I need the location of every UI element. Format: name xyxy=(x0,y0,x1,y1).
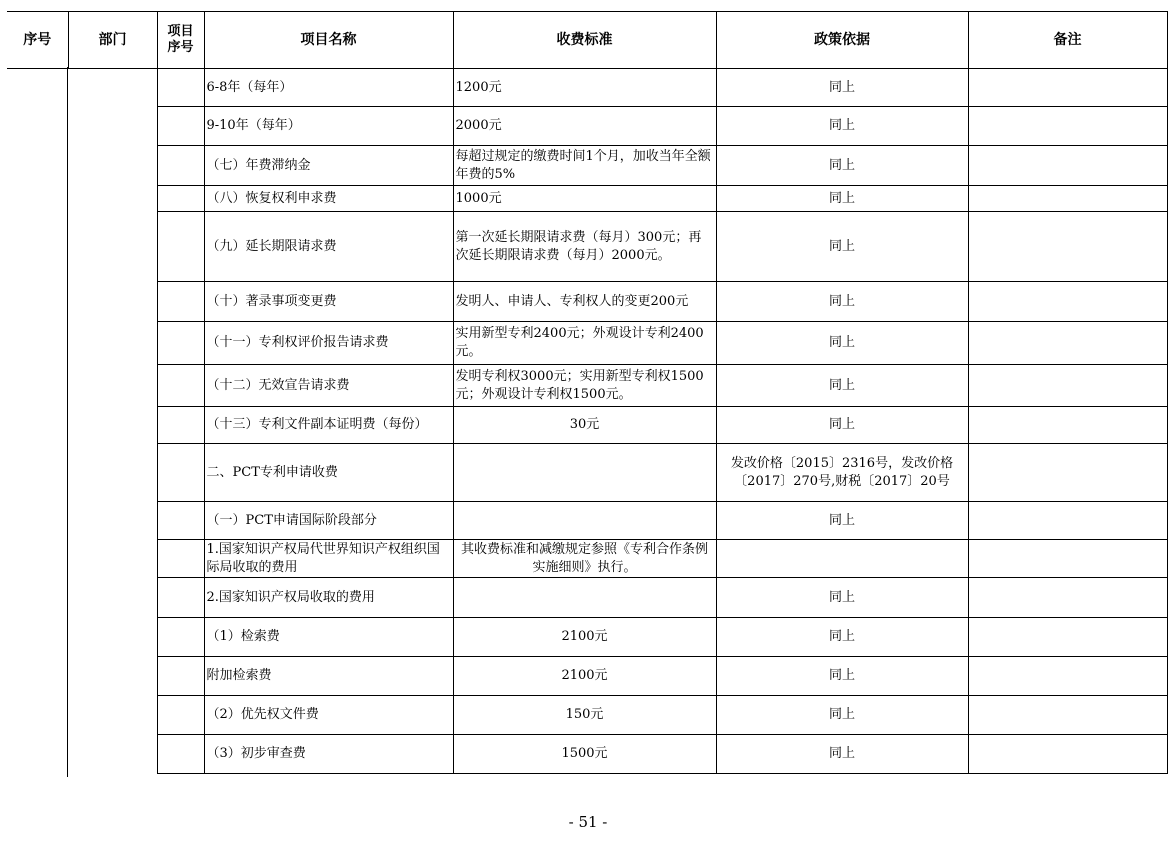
seq-cell xyxy=(7,146,68,186)
table-row xyxy=(7,69,1167,107)
item-seq-cell xyxy=(157,146,204,186)
department-cell xyxy=(68,540,157,578)
seq-cell xyxy=(7,735,68,774)
fee-standard-cell: 30元 xyxy=(453,407,716,444)
item-seq-cell xyxy=(157,578,204,618)
seq-cell xyxy=(7,107,68,146)
policy-basis-cell: 发改价格〔2015〕2316号，发改价格〔2017〕270号,财税〔2017〕20号 xyxy=(716,444,968,502)
department-cell xyxy=(68,282,157,322)
seq-cell xyxy=(7,444,68,502)
fee-standard-cell: 1000元 xyxy=(453,186,716,212)
department-cell xyxy=(68,578,157,618)
item-seq-cell xyxy=(157,186,204,212)
header-item-seq-line1: 项目 xyxy=(167,24,194,39)
item-seq-cell xyxy=(157,322,204,365)
department-cell xyxy=(68,618,157,657)
header-fee-standard: 收费标准 xyxy=(453,12,716,69)
department-cell xyxy=(68,322,157,365)
item-seq-cell xyxy=(157,365,204,407)
table-row xyxy=(7,502,1167,540)
fee-standard-cell: 其收费标准和减缴规定参照《专利合作条例实施细则》执行。 xyxy=(453,540,716,578)
item-name-cell: （八）恢复权利申求费 xyxy=(204,186,453,212)
table-row xyxy=(7,282,1167,322)
item-seq-cell xyxy=(157,282,204,322)
policy-basis-cell: 同上 xyxy=(716,282,968,322)
item-name-cell: （十一）专利权评价报告请求费 xyxy=(204,322,453,365)
remark-cell xyxy=(968,186,1167,212)
department-cell xyxy=(68,502,157,540)
seq-cell xyxy=(7,322,68,365)
fee-standard-cell xyxy=(453,578,716,618)
header-item-name: 项目名称 xyxy=(204,12,453,69)
table-row xyxy=(7,407,1167,444)
header-department: 部门 xyxy=(68,12,157,69)
table-row xyxy=(7,365,1167,407)
fee-standard-cell xyxy=(453,502,716,540)
fee-standard-cell xyxy=(453,444,716,502)
item-name-cell: （十）著录事项变更费 xyxy=(204,282,453,322)
department-cell xyxy=(68,365,157,407)
table-row xyxy=(7,657,1167,696)
remark-cell xyxy=(968,540,1167,578)
department-cell xyxy=(68,212,157,282)
table-row xyxy=(7,540,1167,578)
policy-basis-cell: 同上 xyxy=(716,618,968,657)
remark-cell xyxy=(968,735,1167,774)
department-cell xyxy=(68,444,157,502)
seq-cell xyxy=(7,365,68,407)
table-row xyxy=(7,146,1167,186)
item-name-cell: （3）初步审查费 xyxy=(204,735,453,774)
item-seq-cell xyxy=(157,407,204,444)
fee-standard-cell: 2100元 xyxy=(453,657,716,696)
item-seq-cell xyxy=(157,444,204,502)
policy-basis-cell: 同上 xyxy=(716,735,968,774)
policy-basis-cell xyxy=(716,540,968,578)
department-cell xyxy=(68,696,157,735)
item-name-cell: 6-8年（每年） xyxy=(204,69,453,107)
header-item-seq-line2: 序号 xyxy=(167,40,194,55)
seq-cell xyxy=(7,212,68,282)
table-row xyxy=(7,444,1167,502)
fee-standard-cell: 150元 xyxy=(453,696,716,735)
item-seq-cell xyxy=(157,540,204,578)
item-seq-cell xyxy=(157,735,204,774)
policy-basis-cell: 同上 xyxy=(716,578,968,618)
remark-cell xyxy=(968,407,1167,444)
item-seq-cell xyxy=(157,657,204,696)
table-row xyxy=(7,618,1167,657)
table-body xyxy=(7,69,1167,774)
policy-basis-cell: 同上 xyxy=(716,212,968,282)
remark-cell xyxy=(968,618,1167,657)
fee-standard-cell: 1500元 xyxy=(453,735,716,774)
item-seq-cell xyxy=(157,696,204,735)
fee-standard-cell: 第一次延长期限请求费（每月）300元；再次延长期限请求费（每月）2000元。 xyxy=(453,212,716,282)
seq-cell xyxy=(7,657,68,696)
fee-standard-cell: 2100元 xyxy=(453,618,716,657)
item-seq-cell xyxy=(157,69,204,107)
item-name-cell: （十二）无效宣告请求费 xyxy=(204,365,453,407)
item-name-cell: 附加检索费 xyxy=(204,657,453,696)
table-header-row xyxy=(7,12,1167,69)
item-name-cell: 1.国家知识产权局代世界知识产权组织国际局收取的费用 xyxy=(204,540,453,578)
item-name-cell: （一）PCT申请国际阶段部分 xyxy=(204,502,453,540)
remark-cell xyxy=(968,282,1167,322)
fee-standard-cell: 实用新型专利2400元；外观设计专利2400元。 xyxy=(453,322,716,365)
policy-basis-cell: 同上 xyxy=(716,107,968,146)
fee-standard-cell: 每超过规定的缴费时间1个月，加收当年全额年费的5% xyxy=(453,146,716,186)
seq-cell xyxy=(7,696,68,735)
department-cell xyxy=(68,186,157,212)
policy-basis-cell: 同上 xyxy=(716,365,968,407)
remark-cell xyxy=(968,444,1167,502)
header-seq: 序号 xyxy=(7,12,68,69)
remark-cell xyxy=(968,696,1167,735)
header-remark: 备注 xyxy=(968,12,1167,69)
remark-cell xyxy=(968,657,1167,696)
seq-cell xyxy=(7,578,68,618)
policy-basis-cell: 同上 xyxy=(716,69,968,107)
header-policy-basis: 政策依据 xyxy=(716,12,968,69)
remark-cell xyxy=(968,578,1167,618)
policy-basis-cell: 同上 xyxy=(716,502,968,540)
fee-table xyxy=(7,11,1168,774)
remark-cell xyxy=(968,107,1167,146)
item-seq-cell xyxy=(157,502,204,540)
table-row xyxy=(7,735,1167,774)
remark-cell xyxy=(968,322,1167,365)
item-name-cell: 2.国家知识产权局收取的费用 xyxy=(204,578,453,618)
remark-cell xyxy=(968,502,1167,540)
seq-cell xyxy=(7,540,68,578)
item-seq-cell xyxy=(157,212,204,282)
seq-cell xyxy=(7,186,68,212)
item-name-cell: 二、PCT专利申请收费 xyxy=(204,444,453,502)
item-name-cell: 9-10年（每年） xyxy=(204,107,453,146)
department-cell xyxy=(68,146,157,186)
table-row xyxy=(7,578,1167,618)
table-row xyxy=(7,107,1167,146)
fee-standard-cell: 发明专利权3000元；实用新型专利权1500元；外观设计专利权1500元。 xyxy=(453,365,716,407)
policy-basis-cell: 同上 xyxy=(716,322,968,365)
item-seq-cell xyxy=(157,107,204,146)
seq-cell xyxy=(7,407,68,444)
table-row xyxy=(7,186,1167,212)
policy-basis-cell: 同上 xyxy=(716,696,968,735)
header-item-seq xyxy=(157,12,204,69)
table-row xyxy=(7,696,1167,735)
table-row xyxy=(7,212,1167,282)
seq-cell xyxy=(7,69,68,107)
remark-cell xyxy=(968,365,1167,407)
fee-standard-cell: 发明人、申请人、专利权人的变更200元 xyxy=(453,282,716,322)
remark-cell xyxy=(968,69,1167,107)
page-number: - 51 - xyxy=(568,813,608,831)
policy-basis-cell: 同上 xyxy=(716,146,968,186)
item-seq-cell xyxy=(157,618,204,657)
policy-basis-cell: 同上 xyxy=(716,407,968,444)
department-cell xyxy=(68,69,157,107)
fee-standard-cell: 2000元 xyxy=(453,107,716,146)
fee-standard-cell: 1200元 xyxy=(453,69,716,107)
item-name-cell: （十三）专利文件副本证明费（每份） xyxy=(204,407,453,444)
item-name-cell: （1）检索费 xyxy=(204,618,453,657)
seq-cell xyxy=(7,618,68,657)
policy-basis-cell: 同上 xyxy=(716,186,968,212)
item-name-cell: （2）优先权文件费 xyxy=(204,696,453,735)
seq-cell xyxy=(7,282,68,322)
remark-cell xyxy=(968,212,1167,282)
department-cell xyxy=(68,657,157,696)
table-row xyxy=(7,322,1167,365)
department-cell xyxy=(68,735,157,774)
item-name-cell: （七）年费滞纳金 xyxy=(204,146,453,186)
department-cell xyxy=(68,407,157,444)
item-name-cell: （九）延长期限请求费 xyxy=(204,212,453,282)
seq-cell xyxy=(7,502,68,540)
policy-basis-cell: 同上 xyxy=(716,657,968,696)
department-cell xyxy=(68,107,157,146)
remark-cell xyxy=(968,146,1167,186)
